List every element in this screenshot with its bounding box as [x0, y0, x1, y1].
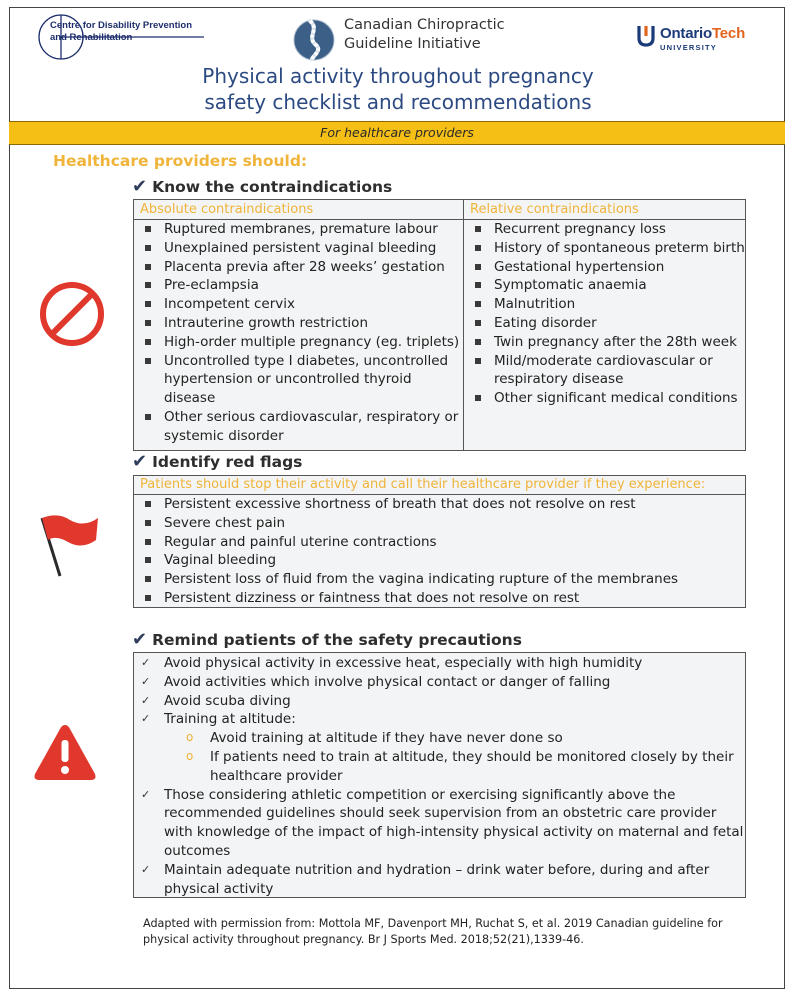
- list-item: Eating disorder: [464, 314, 745, 333]
- list-item: Symptomatic anaemia: [464, 276, 745, 295]
- list-item: [134, 710, 745, 785]
- relative-list: [464, 220, 745, 412]
- cdpr-name-line2: and Rehabilitation: [50, 32, 133, 43]
- checkmark-icon: ✔: [132, 176, 148, 197]
- list-item: Incompetent cervix: [134, 295, 463, 314]
- ontario-tech-subtitle: UNIVERSITY: [660, 43, 718, 52]
- list-item: Unexplained persistent vaginal bleeding: [134, 239, 463, 258]
- list-item: Vaginal bleeding: [134, 551, 745, 570]
- spine-logo-icon: [292, 15, 336, 65]
- sub-list-item: o Avoid training at altitude if they have never done so: [164, 729, 745, 748]
- ccgi-name: [344, 16, 505, 54]
- cdpr-name: [50, 20, 192, 44]
- checkmark-icon: ✔: [132, 451, 148, 472]
- relative-header: Relative contraindications: [464, 200, 745, 220]
- altitude-label: Training at altitude:: [164, 711, 296, 728]
- ontario-tech-logo-icon: [636, 24, 656, 52]
- list-item: Ruptured membranes, premature labour: [134, 220, 463, 239]
- audience-band: For healthcare providers: [9, 121, 785, 145]
- citation-footer: Adapted with permission from: Mottola MF, Davenport MH, Ruchat S, et al. 2019 Canadian guideline for physical activity throughout pregnancy. Br J Sports Med. 2018;52(21),1339-46.: [143, 917, 723, 946]
- ccgi-name-line2: Guideline Initiative: [344, 36, 481, 52]
- list-item: Other serious cardiovascular, respiratory or systemic disorder: [134, 408, 463, 446]
- list-item: Twin pregnancy after the 28th week: [464, 333, 745, 352]
- precautions-heading: [132, 629, 522, 650]
- list-item: Persistent loss of fluid from the vagina indicating rupture of the membranes: [134, 570, 745, 589]
- list-item: Gestational hypertension: [464, 258, 745, 277]
- prohibited-icon: [38, 280, 106, 352]
- list-item: History of spontaneous preterm birth: [464, 239, 745, 258]
- list-item: ✓ Avoid physical activity in excessive heat, especially with high humidity: [134, 654, 745, 673]
- list-item: Persistent dizziness or faintness that does not resolve on rest: [134, 589, 745, 608]
- red-flags-box: [133, 475, 746, 608]
- providers-heading: Healthcare providers should:: [53, 152, 308, 170]
- precautions-box: [133, 652, 746, 898]
- list-item: Severe chest pain: [134, 514, 745, 533]
- contraindications-heading-text: Know the contraindications: [152, 178, 393, 196]
- contraindications-table: [133, 199, 746, 451]
- ccgi-name-line1: Canadian Chiropractic: [344, 17, 505, 33]
- red-flags-heading: [132, 451, 302, 472]
- list-item: ✓ Avoid activities which involve physical contact or danger of falling: [134, 673, 745, 692]
- title-line2: safety checklist and recommendations: [204, 90, 592, 114]
- list-item: Persistent excessive shortness of breath that does not resolve on rest: [134, 495, 745, 514]
- precautions-list: [134, 654, 745, 898]
- list-item: ✓ Those considering athletic competition or exercising significantly above the recommended guidelines should seek supervision from an obstetric care provider with knowledge of the impact of high-intensity physical activity on maternal and fetal outcomes: [134, 786, 745, 861]
- title-line1: Physical activity throughout pregnancy: [202, 64, 594, 88]
- page-title: [0, 63, 796, 115]
- list-item: ✓ Avoid scuba diving: [134, 692, 745, 711]
- list-item: Uncontrolled type I diabetes, uncontrolled hypertension or uncontrolled thyroid disease: [134, 352, 463, 408]
- list-item: Mild/moderate cardiovascular or respiratory disease: [464, 352, 745, 390]
- absolute-list: [134, 220, 463, 450]
- list-item: High-order multiple pregnancy (eg. triplets): [134, 333, 463, 352]
- list-item: Malnutrition: [464, 295, 745, 314]
- sub-list-item: o If patients need to train at altitude, they should be monitored closely by their healthcare provider: [164, 748, 745, 786]
- red-flags-list: [134, 495, 745, 612]
- list-item: Placenta previa after 28 weeks’ gestation: [134, 258, 463, 277]
- list-item: Recurrent pregnancy loss: [464, 220, 745, 239]
- absolute-column: [134, 200, 464, 451]
- precautions-heading-text: Remind patients of the safety precautions: [152, 631, 522, 649]
- red-flags-intro: Patients should stop their activity and call their healthcare provider if they experience:: [134, 476, 745, 495]
- relative-column: [464, 200, 746, 451]
- list-item: Pre-eclampsia: [134, 276, 463, 295]
- ot-name-a: Ontario: [660, 25, 712, 42]
- ot-name-b: Tech: [711, 25, 746, 42]
- warning-icon: [32, 722, 98, 788]
- list-item: ✓ Maintain adequate nutrition and hydration – drink water before, during and after physical activity: [134, 861, 745, 899]
- ontario-tech-name: [660, 25, 745, 42]
- list-item: Regular and painful uterine contractions: [134, 533, 745, 552]
- checkmark-icon: ✔: [132, 629, 148, 650]
- list-item: Other significant medical conditions: [464, 389, 745, 408]
- red-flag-icon: [36, 510, 104, 584]
- altitude-sublist: [164, 729, 745, 785]
- absolute-header: Absolute contraindications: [134, 200, 463, 220]
- cdpr-name-line1: Centre for Disability Prevention: [50, 20, 193, 31]
- contraindications-heading: [132, 176, 392, 197]
- list-item: Intrauterine growth restriction: [134, 314, 463, 333]
- red-flags-heading-text: Identify red flags: [152, 453, 303, 471]
